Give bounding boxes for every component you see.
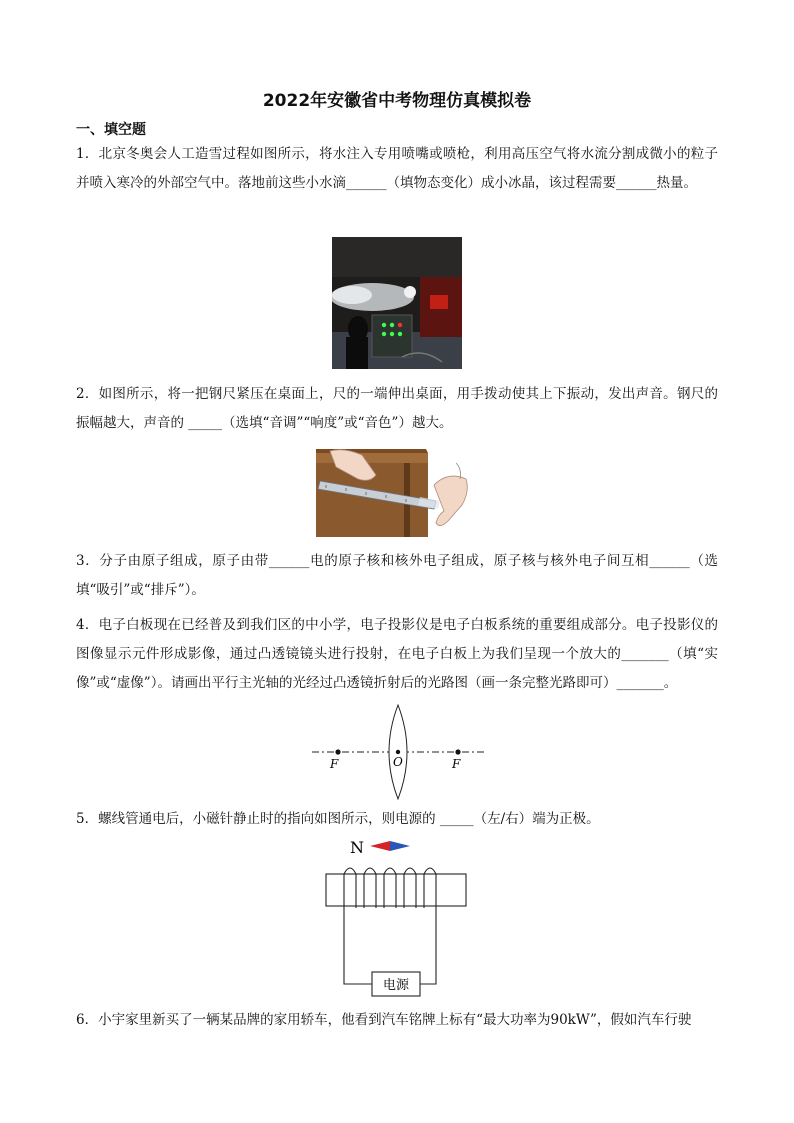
needle-north-half: [370, 841, 390, 851]
page-title: 2022年安徽省中考物理仿真模拟卷: [262, 91, 532, 111]
section-heading: 一、填空题: [76, 122, 146, 138]
focus-label-right: F: [452, 757, 461, 771]
question-6: 6．小宇家里新买了一辆某品牌的家用轿车，他看到汽车铭牌上标有“最大功率为90kW”，假如汽车行驶: [76, 1012, 692, 1028]
snowmaking-photo: [332, 237, 462, 369]
right-wire: [420, 908, 436, 984]
optical-center-point: [396, 750, 400, 754]
center-label: O: [393, 755, 403, 769]
focus-point-left: [335, 749, 340, 754]
question-2: 2．如图所示，将一把钢尺紧压在桌面上，尺的一端伸出桌面，用手拨动使其上下振动，发出声音。钢尺的振幅越大，声音的 _____（选填“音调”“响度”或“音色”）越大。: [76, 386, 718, 431]
question-4: 4．电子白板现在已经普及到我们区的中小学，电子投影仪是电子白板系统的重要组成部分。电子投影仪的图像显示元件形成影像，通过凸透镜镜头进行投射，在电子白板上为我们呈现一个放大的_______（填“实像”或“虚像”）。请画出平行主光轴的光经过凸透镜折射后的光路图（画一条完整光路即可）_______。: [76, 617, 718, 691]
needle-south-half: [390, 841, 410, 851]
question-1: 1．北京冬奥会人工造雪过程如图所示，将水注入专用喷嘴或喷枪，利用高压空气将水流分割成微小的粒子并喷入寒冷的外部空气中。落地前这些小水滴______（填物态变化）成小冰晶，该过程需要______热量。: [76, 146, 718, 191]
needle-n-label: N: [350, 838, 364, 857]
ruler-table-illustration: [316, 449, 472, 537]
solenoid-circuit-diagram: [320, 834, 472, 998]
focus-point-right: [455, 749, 460, 754]
focus-label-left: F: [330, 757, 339, 771]
power-source-label: 电源: [382, 978, 410, 993]
convex-lens-diagram: [310, 702, 486, 800]
question-5: 5．螺线管通电后，小磁针静止时的指向如图所示，则电源的 _____（左/右）端为正极。: [76, 811, 600, 827]
left-wire: [344, 908, 372, 984]
question-3: 3．分子由原子组成，原子由带______电的原子核和核外电子组成，原子核与核外电子间互相______（选填“吸引”或“排斥”）。: [76, 553, 718, 598]
